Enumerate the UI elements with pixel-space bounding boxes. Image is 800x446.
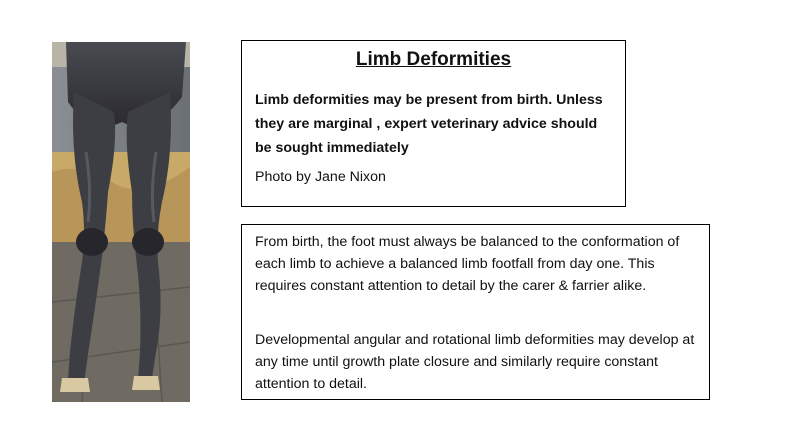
photo-credit: Photo by Jane Nixon [255,169,386,185]
foal-legs-photo [52,42,190,402]
paragraph-foot-balance: From birth, the foot must always be balanced to the conformation of each limb to achieve a balanced limb footfall from day one. This requires constant attention to detail by the carer & farrier alike. [255,234,680,294]
limb-deformities-box [241,40,626,207]
box-lead-text: Limb deformities may be present from birth. Unless they are marginal , expert veterinary advice should be sought immediately [255,92,603,156]
foot-balance-box [241,224,710,400]
box-title: Limb Deformities [355,49,512,70]
paragraph-developmental: Developmental angular and rotational limb deformities may develop at any time until growth plate closure and similarly require constant attention to detail. [255,332,695,392]
